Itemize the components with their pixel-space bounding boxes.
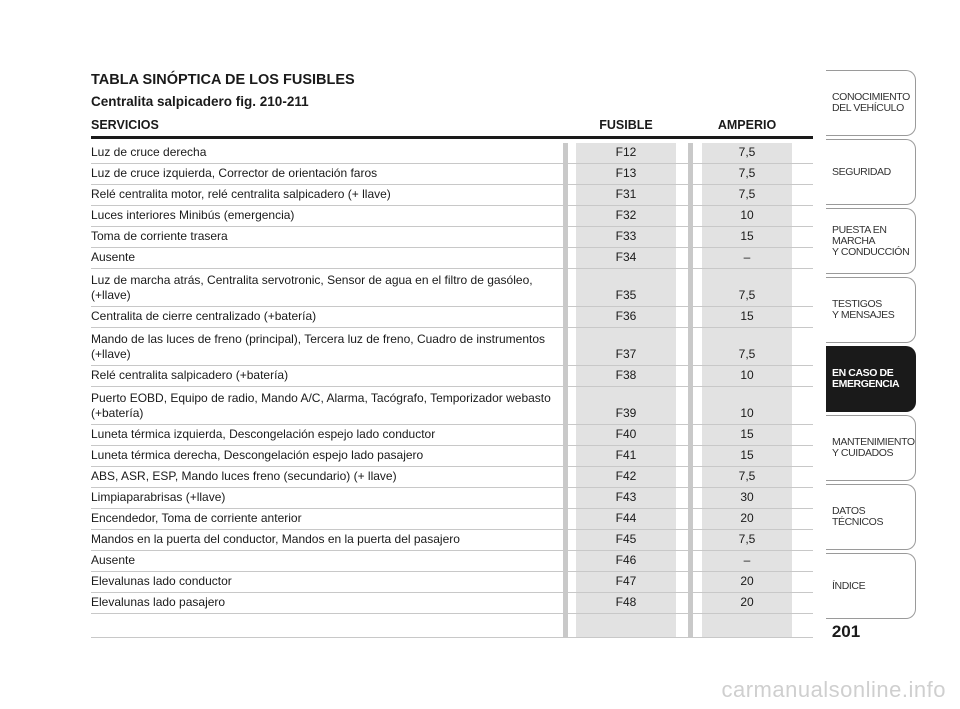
chapter-tab-label: MANTENIMIENTO Y CUIDADOS <box>832 436 915 459</box>
watermark: carmanualsonline.info <box>721 677 946 702</box>
service-cell: Luces interiores Minibús (emergencia) <box>91 208 295 222</box>
chapter-index-tabs <box>826 70 916 622</box>
table-row <box>91 446 813 467</box>
fuse-cell: F39 <box>615 406 637 420</box>
chapter-tab[interactable] <box>826 346 916 412</box>
service-cell: Elevalunas lado conductor <box>91 574 232 588</box>
page-subtitle: Centralita salpicadero fig. 210-211 <box>91 94 309 109</box>
chapter-tab-label: CONOCIMIENTO DEL VEHÍCULO <box>832 91 910 114</box>
table-row <box>91 269 813 307</box>
service-cell: Relé centralita motor, relé centralita salpicadero (+ llave) <box>91 187 391 201</box>
service-cell: Elevalunas lado pasajero <box>91 595 226 609</box>
amp-cell: 20 <box>740 511 754 525</box>
chapter-tab[interactable] <box>826 139 916 205</box>
amp-cell: 15 <box>740 229 754 243</box>
fuse-cell: F41 <box>615 448 637 462</box>
amp-cell: 15 <box>740 427 754 441</box>
table-row <box>91 164 813 185</box>
table-row <box>91 328 813 366</box>
fuse-cell: F47 <box>615 574 637 588</box>
amp-cell: 15 <box>740 309 754 323</box>
table-row <box>91 572 813 593</box>
fuse-cell: F36 <box>615 309 637 323</box>
fuse-cell: F35 <box>615 288 637 302</box>
table-row <box>91 206 813 227</box>
fuse-cell: F44 <box>615 511 637 525</box>
fuse-cell: F45 <box>615 532 637 546</box>
amp-cell: 20 <box>740 574 754 588</box>
table-end-rule <box>91 637 813 638</box>
table-row <box>91 248 813 269</box>
fuse-cell: F32 <box>615 208 637 222</box>
chapter-tab[interactable] <box>826 208 916 274</box>
header-amp: AMPERIO <box>717 118 777 132</box>
amp-cell: 7,5 <box>738 532 756 546</box>
table-row <box>91 593 813 614</box>
table-row <box>91 307 813 328</box>
service-cell: Luz de cruce derecha <box>91 145 207 159</box>
service-cell: ABS, ASR, ESP, Mando luces freno (secundario) (+ llave) <box>91 469 397 483</box>
amp-cell: 7,5 <box>738 166 756 180</box>
amp-cell: 20 <box>740 595 754 609</box>
header-services: SERVICIOS <box>91 118 159 132</box>
amp-cell: – <box>743 250 751 264</box>
service-cell: Centralita de cierre centralizado (+batería) <box>91 309 317 323</box>
fuse-cell: F13 <box>615 166 637 180</box>
table-row <box>91 425 813 446</box>
fuse-cell: F38 <box>615 368 637 382</box>
chapter-tab[interactable] <box>826 70 916 136</box>
table-body <box>91 143 813 614</box>
amp-cell: 7,5 <box>738 347 756 361</box>
service-cell: Relé centralita salpicadero (+batería) <box>91 368 289 382</box>
service-cell: Luz de marcha atrás, Centralita servotronic, Sensor de agua en el filtro de gasóleo, (+llave) <box>91 273 533 302</box>
amp-cell: 7,5 <box>738 187 756 201</box>
chapter-tab-label: PUESTA EN MARCHA Y CONDUCCIÓN <box>832 223 910 258</box>
service-cell: Limpiaparabrisas (+llave) <box>91 490 226 504</box>
table-row <box>91 551 813 572</box>
fuse-cell: F33 <box>615 229 637 243</box>
page-title: TABLA SINÓPTICA DE LOS FUSIBLES <box>91 72 355 88</box>
amp-cell: 7,5 <box>738 288 756 302</box>
page-number: 201 <box>831 622 861 641</box>
chapter-tab-label: DATOS TÉCNICOS <box>832 505 884 528</box>
amp-cell: 30 <box>740 490 754 504</box>
fuse-cell: F42 <box>615 469 637 483</box>
table-row <box>91 467 813 488</box>
chapter-tab-label: TESTIGOS Y MENSAJES <box>832 298 895 321</box>
header-fuse: FUSIBLE <box>599 118 653 132</box>
table-row <box>91 530 813 551</box>
service-cell: Luneta térmica derecha, Descongelación espejo lado pasajero <box>91 448 424 462</box>
chapter-tab[interactable] <box>826 484 916 550</box>
amp-cell: 15 <box>740 448 754 462</box>
service-cell: Ausente <box>91 250 136 264</box>
amp-cell: 7,5 <box>738 145 756 159</box>
fuse-cell: F37 <box>615 347 637 361</box>
chapter-tab[interactable] <box>826 415 916 481</box>
table-row <box>91 488 813 509</box>
service-cell: Puerto EOBD, Equipo de radio, Mando A/C, Alarma, Tacógrafo, Temporizador webasto (+batería) <box>91 391 551 420</box>
chapter-tab[interactable] <box>826 277 916 343</box>
fuse-cell: F46 <box>615 553 637 567</box>
chapter-tab-label: SEGURIDAD <box>832 165 891 178</box>
table-row <box>91 387 813 425</box>
chapter-tab-label: ÍNDICE <box>832 579 866 592</box>
amp-cell: 10 <box>740 406 754 420</box>
table-row <box>91 185 813 206</box>
fuse-cell: F48 <box>615 595 637 609</box>
fuse-cell: F43 <box>615 490 637 504</box>
service-cell: Mando de las luces de freno (principal), Tercera luz de freno, Cuadro de instrumentos (+llave) <box>91 332 546 361</box>
table-header <box>91 116 813 139</box>
service-cell: Luz de cruce izquierda, Corrector de orientación faros <box>91 166 378 180</box>
chapter-tab[interactable] <box>826 553 916 619</box>
fuse-cell: F40 <box>615 427 637 441</box>
service-cell: Luneta térmica izquierda, Descongelación espejo lado conductor <box>91 427 436 441</box>
table-row <box>91 366 813 387</box>
service-cell: Ausente <box>91 553 136 567</box>
chapter-tab-label: EN CASO DE EMERGENCIA <box>832 367 900 390</box>
table-row <box>91 227 813 248</box>
amp-cell: – <box>743 553 751 567</box>
table-row <box>91 143 813 164</box>
table-row <box>91 509 813 530</box>
fuse-cell: F31 <box>615 187 637 201</box>
service-cell: Toma de corriente trasera <box>91 229 228 243</box>
service-cell: Encendedor, Toma de corriente anterior <box>91 511 302 525</box>
fuse-cell: F34 <box>615 250 637 264</box>
fuse-cell: F12 <box>615 145 637 159</box>
amp-cell: 7,5 <box>738 469 756 483</box>
service-cell: Mandos en la puerta del conductor, Mandos en la puerta del pasajero <box>91 532 460 546</box>
amp-cell: 10 <box>740 368 754 382</box>
amp-cell: 10 <box>740 208 754 222</box>
fuse-table-section <box>91 70 813 614</box>
